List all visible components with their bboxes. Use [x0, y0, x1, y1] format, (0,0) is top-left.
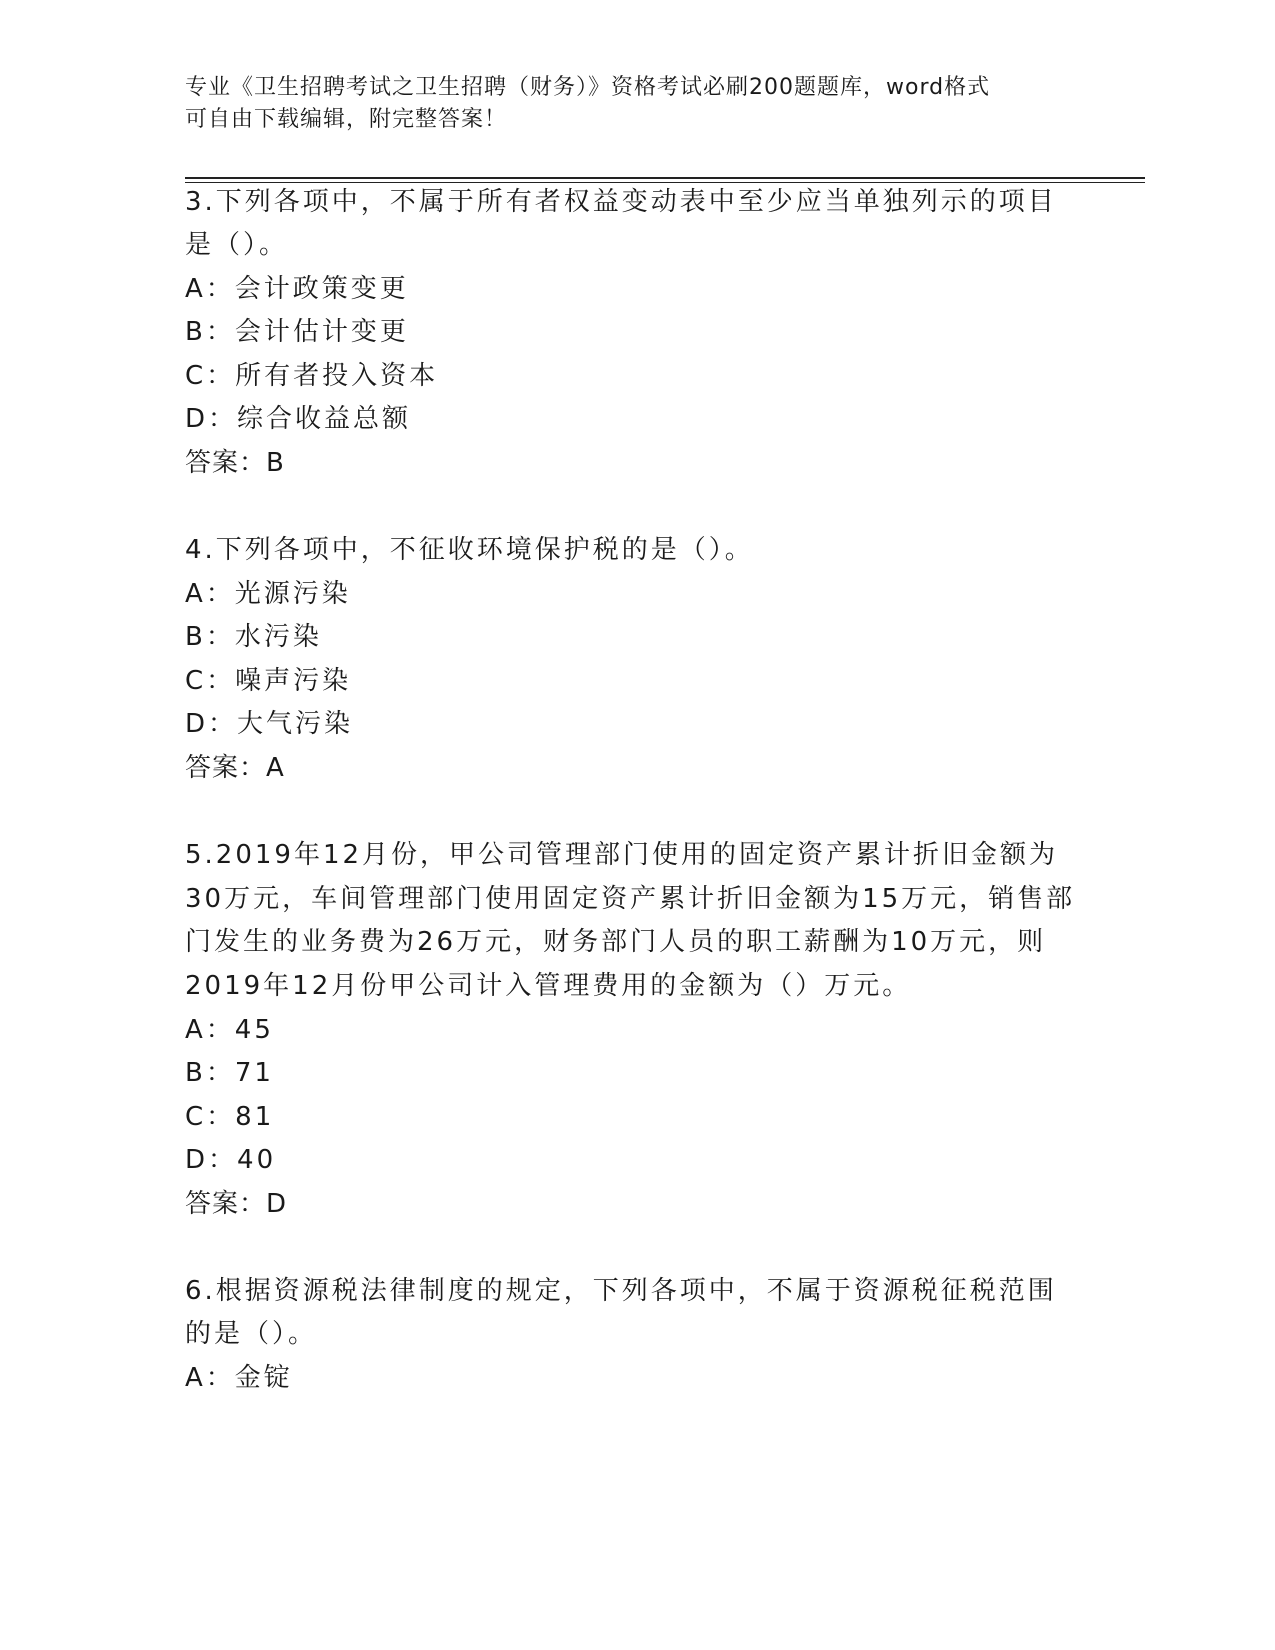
question-3-option-b: B：会计估计变更	[185, 317, 409, 347]
question-5-option-d: D：40	[185, 1145, 277, 1175]
question-4-stem-line-1: 4.下列各项中，不征收环境保护税的是（）。	[185, 535, 754, 565]
question-3-option-d: D：综合收益总额	[185, 404, 412, 434]
header-line-2: 可自由下载编辑，附完整答案！	[185, 107, 508, 132]
header-line-1: 专业《卫生招聘考试之卫生招聘（财务）》资格考试必刷200题题库，word格式	[185, 75, 991, 100]
header-divider-thin	[185, 182, 1145, 183]
question-5-answer: 答案：D	[185, 1189, 288, 1219]
question-5-stem-line-1: 5.2019年12月份，甲公司管理部门使用的固定资产累计折旧金额为	[185, 840, 1059, 870]
question-5-option-a: A：45	[185, 1015, 274, 1045]
question-5-option-b: B：71	[185, 1058, 274, 1088]
question-5-stem-line-4: 2019年12月份甲公司计入管理费用的金额为（）万元。	[185, 971, 912, 1001]
question-3-option-c: C：所有者投入资本	[185, 361, 439, 391]
question-6-stem-line-1: 6.根据资源税法律制度的规定，下列各项中，不属于资源税征税范围	[185, 1276, 1057, 1306]
question-3-answer: 答案：B	[185, 448, 285, 478]
question-4-answer: 答案：A	[185, 753, 285, 783]
question-4-option-a: A：光源污染	[185, 579, 351, 609]
question-6-stem-line-2: 的是（）。	[185, 1319, 318, 1349]
question-5-option-c: C：81	[185, 1102, 275, 1132]
question-4-option-b: B：水污染	[185, 622, 322, 652]
question-4-option-d: D：大气污染	[185, 709, 354, 739]
question-6-option-a: A：金锭	[185, 1363, 293, 1393]
question-3-option-a: A：会计政策变更	[185, 274, 409, 304]
header-divider-thick	[185, 177, 1145, 179]
question-3-stem-line-2: 是（）。	[185, 230, 289, 260]
document-header	[185, 72, 1085, 136]
question-4-option-c: C：噪声污染	[185, 666, 352, 696]
question-5-stem-line-3: 门发生的业务费为26万元，财务部门人员的职工薪酬为10万元，则	[185, 927, 1047, 957]
question-3-stem-line-1: 3.下列各项中，不属于所有者权益变动表中至少应当单独列示的项目	[185, 187, 1057, 217]
question-5-stem-line-2: 30万元，车间管理部门使用固定资产累计折旧金额为15万元，销售部	[185, 884, 1076, 914]
